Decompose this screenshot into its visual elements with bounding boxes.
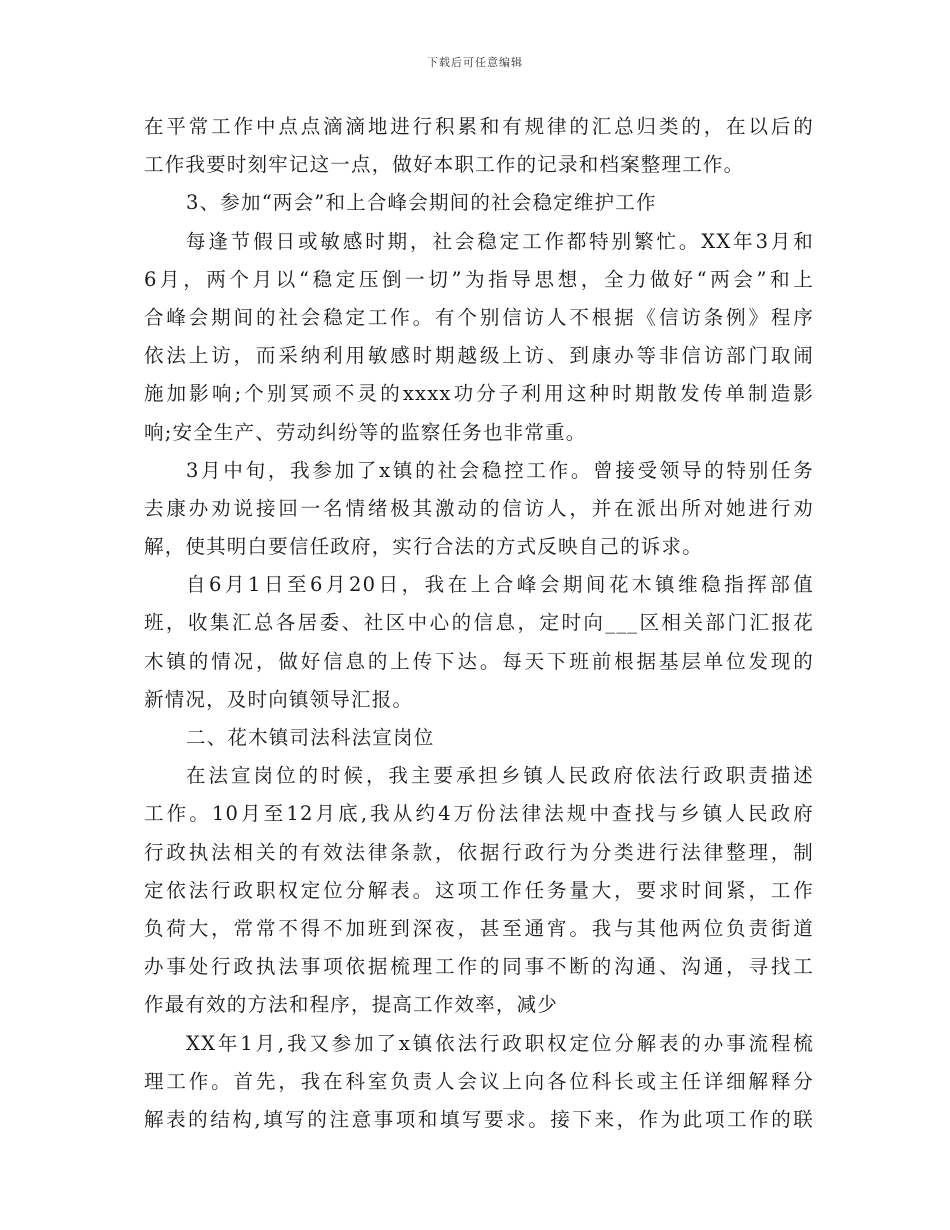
page-header: 下载后可任意编辑 [427,56,523,69]
text-line: 工作我要时刻牢记这一点，做好本职工作的记录和档案整理工作。 [144,153,745,177]
text-line: 二、花木镇司法科法宣岗位 [186,726,435,749]
text-line: 班，收集汇总各居委、社区中心的信息，定时向___区相关部门汇报花 [144,611,814,635]
text-line: 木镇的情况，做好信息的上传下达。每天下班前根据基层单位发现的 [144,649,814,673]
text-line: 施加影响;个别冥顽不灵的xxxx功分子利用这种时期散发传单制造影 [144,382,814,406]
text-line: 响;安全生产、劳动纠纷等的监察任务也非常重。 [144,420,587,444]
text-line: 负荷大，常常不得不加班到深夜，甚至通宵。我与其他两位负责街道 [144,916,814,940]
text-line: 解，使其明白要信任政府，实行合法的方式反映自己的诉求。 [144,535,703,559]
text-line: XX年1月,我又参加了x镇依法行政职权定位分解表的办事流程梳 [186,1031,814,1055]
text-line: 在平常工作中点点滴滴地进行积累和有规律的汇总归类的，在以后的 [144,115,814,138]
text-line: 在法宣岗位的时候，我主要承担乡镇人民政府依法行政职责描述 [186,764,814,788]
text-line: 行政执法相关的有效法律条款，依据行政行为分类进行法律整理，制 [144,840,814,864]
text-line: 3月中旬，我参加了x镇的社会稳控工作。曾接受领导的特别任务 [186,458,814,482]
document-body [144,108,814,1139]
text-line: 合峰会期间的社会稳定工作。有个别信访人不根据《信访条例》程序 [144,305,814,329]
text-line: 新情况，及时向镇领导汇报。 [144,687,414,711]
text-line: 去康办劝说接回一名情绪极其激动的信访人，并在派出所对她进行劝 [144,496,814,520]
text-line: 每逢节假日或敏感时期，社会稳定工作都特别繁忙。XX年3月和 [186,229,814,253]
text-line: 定依法行政职权定位分解表。这项工作任务量大，要求时间紧，工作 [144,878,814,902]
text-line: 工作。10月至12月底,我从约4万份法律法规中查找与乡镇人民政府 [144,802,814,826]
text-line: 依法上访，而采纳利用敏感时期越级上访、到康办等非信访部门取闹 [144,344,814,368]
text-line: 办事处行政执法事项依据梳理工作的同事不断的沟通、沟通，寻找工 [144,955,814,979]
text-line: 6月，两个月以“稳定压倒一切”为指导思想，全力做好“两会”和上 [144,267,814,291]
text-line: 作最有效的方法和程序，提高工作效率，减少 [144,993,559,1017]
text-line: 自6月1日至6月20日，我在上合峰会期间花木镇维稳指挥部值 [186,573,814,597]
text-line: 3、参加“两会”和上合峰会期间的社会稳定维护工作 [186,191,657,215]
text-line: 解表的结构,填写的注意事项和填写要求。接下来，作为此项工作的联 [144,1107,814,1131]
text-line: 理工作。首先，我在科室负责人会议上向各位科长或主任详细解释分 [144,1069,814,1093]
